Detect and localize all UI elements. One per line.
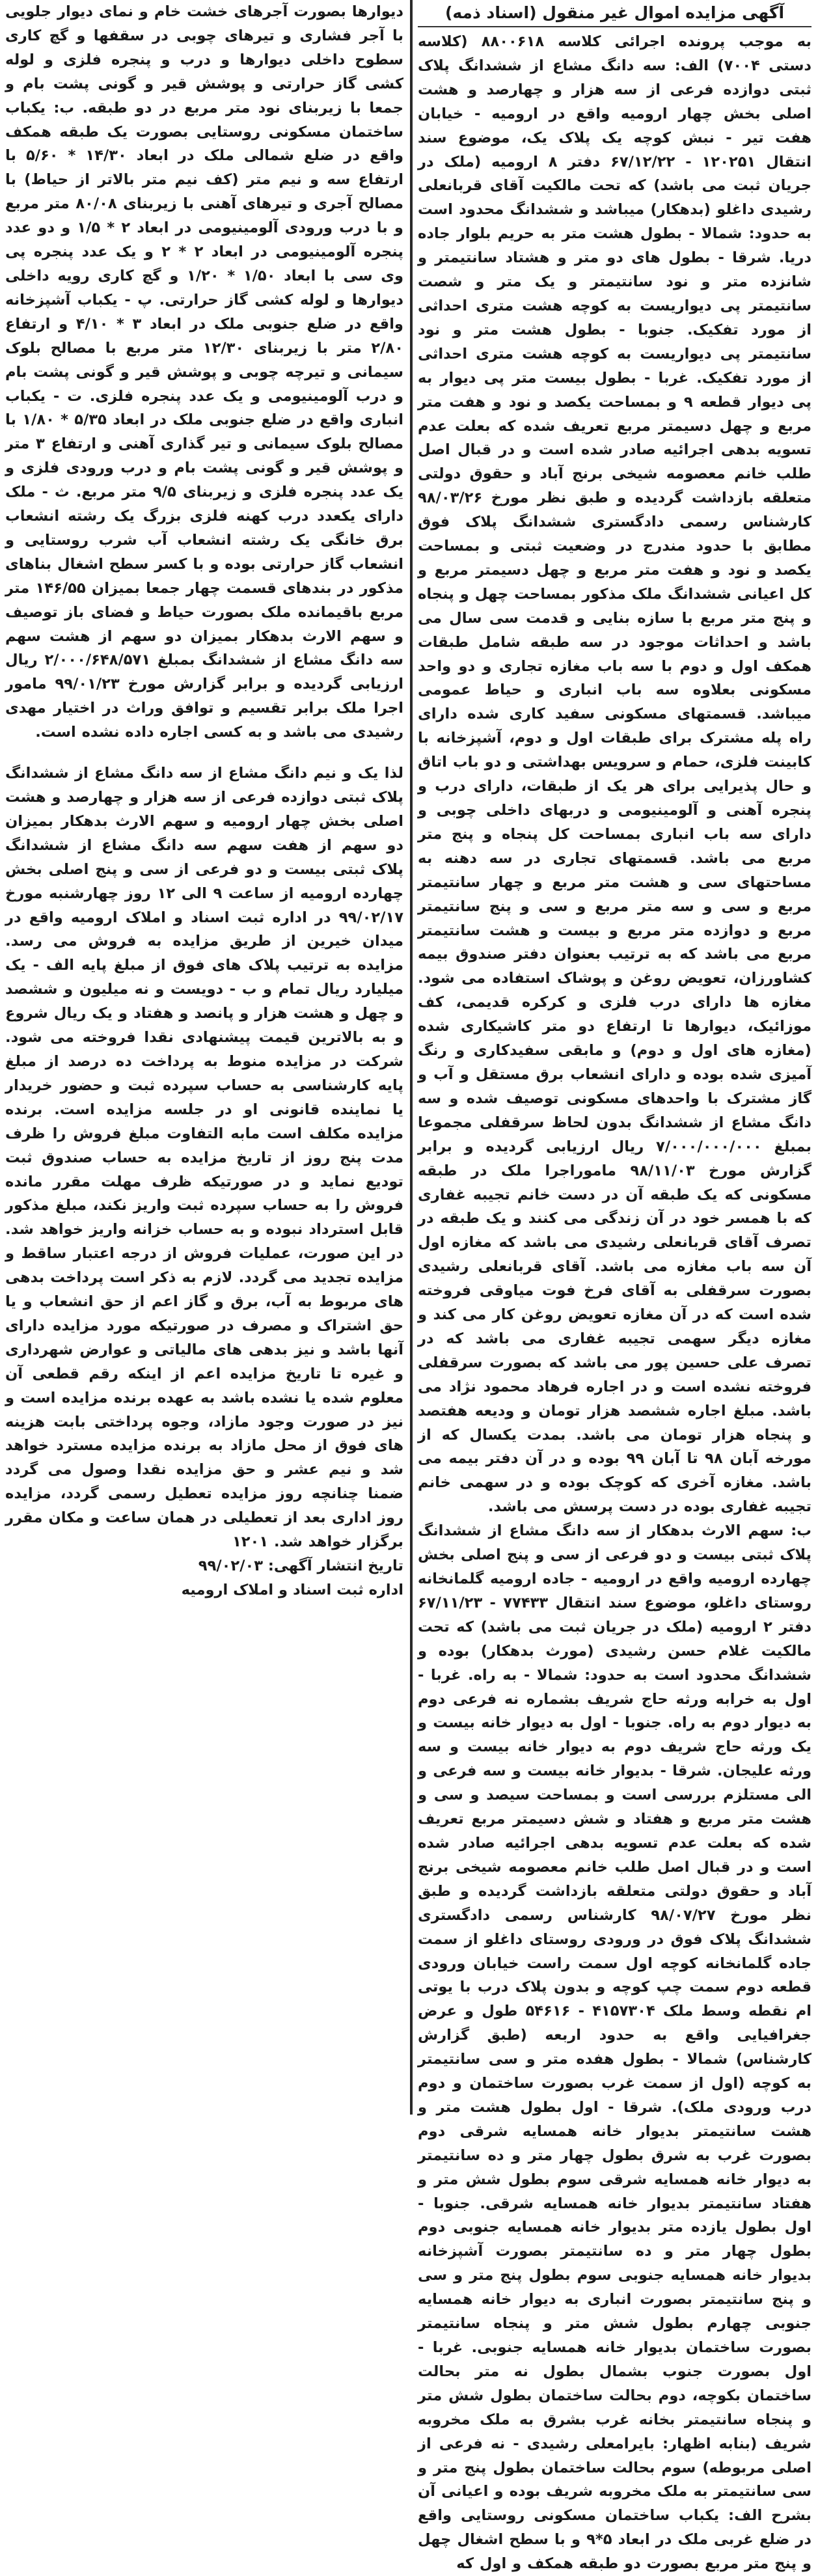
left-column <box>0 0 410 2115</box>
column-divider <box>410 0 413 2115</box>
paragraph-gap <box>5 745 403 761</box>
ad-paragraph-continued: دیوارها بصورت آجرهای خشت خام و نمای دیوار جلویی با آجر فشاری و تیرهای چوبی در سقفها و گچ کاری سطوح داخلی دیوارها و درب و پنجره فلزی و لوله کشی گاز حرارتی و پوشش قیر و گونی پشت بام و جمعا با زیربنای نود متر مربع در دو طبقه. ب: یکباب ساختمان مسکونی روستایی بصورت یک طبقه همکف واقع در ضلع شمالی ملک در ابعاد ۱۴/۳۰ * ۵/۶۰ با ارتفاع سه و نیم متر (کف نیم متر بالاتر از حیاط) با مصالح آجری و تیرهای آهنی با زیربنای ۸۰/۰۸ متر مربع و با درب ورودی آلومینیومی در ابعاد ۲ * ۱/۵ و دو عدد پنجره آلومینیومی در ابعاد ۲ * ۲ و یک عدد پنجره پی وی سی با ابعاد ۱/۵۰ * ۱/۲۰ و گچ کاری رویه داخلی دیوارها و لوله کشی گاز حرارتی. پ - یکباب آشپزخانه واقع در ضلع جنوبی ملک در ابعاد ۳ * ۴/۱۰ و ارتفاع ۲/۸۰ متر با زیربنای ۱۲/۳۰ متر مربع با مصالح بلوک سیمانی و تیرچه چوبی و پوشش قیر و گونی پشت بام و درب آلومینیومی و یک عدد پنجره فلزی. ت - یکباب انباری واقع در ضلع جنوبی ملک در ابعاد ۵/۳۵ * ۱/۸۰ با مصالح بلوک سیمانی و تیر گذاری آهنی و ارتفاع ۳ متر و پوشش قیر و گونی پشت بام و درب ورودی فلزی و یک عدد پنجره فلزی و زیربنای ۹/۵ متر مربع. ث - ملک دارای یکعدد درب کهنه فلزی بزرگ یک رشته انشعاب برق خانگی یک رشته انشعاب آب شرب روستایی و انشعاب گاز حرارتی بوده و با کسر سطح اشغال بناهای مذکور در بندهای قسمت چهار جمعا بمیزان ۱۴۶/۵۵ متر مربع باقیمانده ملک بصورت حیاط و فضای باز توصیف و سهم الارث بدهکار بمیزان دو سهم از هشت سهم سه دانگ مشاع از ششدانگ بمبلغ ۲/۰۰۰/۶۴۸/۵۷۱ ریال ارزیابی گردیده و برابر گزارش مورخ ۹۹/۰۱/۲۳ مامور اجرا ملک برابر تقسیم و توافق وراث در اختیار مهدی رشیدی می باشد و به کسی اجاره داده نشده است. <box>5 3 403 741</box>
registry-office-signature: اداره ثبت اسناد و املاک ارومیه <box>181 1581 403 1598</box>
publication-date: تاریخ انتشار آگهی: ۹۹/۰۲/۰۳ <box>198 1557 403 1574</box>
right-column <box>414 0 818 2573</box>
ad-paragraph-part-a: به موجب پرونده اجرائی کلاسه ۸۸۰۰۶۱۸ (کلاسه دستی ۷۰۰۴) الف: سه دانگ مشاع از ششدانگ پلاک ثبتی دوازده فرعی از سه هزار و چهارصد و هشت اصلی بخش چهار ارومیه واقع در ارومیه - خیابان هفت تیر - نبش کوچه یک پلاک یک، موضوع سند انتقال ۱۲۰۲۵۱ - ۶۷/۱۲/۲۲ دفتر ۸ ارومیه (ملک در جریان ثبت می باشد) که تحت مالکیت آقای قربانعلی رشیدی داغلو (بدهکار) میباشد و ششدانگ محدود است به حدود: شمالا - بطول هشت متر به حریم بلوار جاده دریا. شرقا - بطول های دو متر و هشتاد سانتیمتر و شانزده متر و نود سانتیمتر و یک متر و شصت سانتیمتر پی دیواریست به کوچه هشت متری احداثی از مورد تفکیک. جنوبا - بطول هشت متر و نود سانتیمتر پی دیواریست به کوچه هشت متری احداثی از مورد تفکیک. غربا - بطول بیست متر پی دیوار به پی دیوار قطعه ۹ و بمساحت یکصد و نود و هفت متر مربع و چهل دسیمتر مربع تعریف شده که بعلت عدم تسویه بدهی اجرائیه صادر شده است و در قبال اصل طلب خانم معصومه شیخی برنج آباد و حقوق دولتی متعلقه بازداشت گردیده و طبق نظر مورخ ۹۸/۰۳/۲۶ کارشناس رسمی دادگستری ششدانگ پلاک فوق مطابق با حدود مندرج در وضعیت ثبتی و بمساحت یکصد و نود و هفت متر مربع و چهل دسیمتر مربع و کل اعیانی ششدانگ ملک مذکور بمساحت چهل و پنجاه و پنج متر مربع با سازه بنایی و قدمت سی سال می باشد و احداثات موجود در سه طبقه شامل طبقات همکف اول و دوم با سه باب مغازه تجاری و دو واحد مسکونی بعلاوه سه باب انباری و حیاط عمومی میباشد. قسمتهای مسکونی سفید کاری شده دارای راه پله مشترک برای طبقات اول و دوم، آشپزخانه با کابینت فلزی، حمام و سرویس بهداشتی و دو باب اتاق و حال پذیرایی برای هر یک از طبقات، دارای درب و پنجره آهنی و آلومینیومی و دربهای داخلی چوبی و دارای سه باب انباری بمساحت کل پنجاه و پنج متر مربع می باشد. قسمتهای تجاری در سه دهنه به مساحتهای سی و هشت متر مربع و چهار سانتیمتر مربع و سی و سه متر مربع و سی و پنج سانتیمتر مربع و دوازده متر مربع و بیست و هشت سانتیمتر مربع می باشد که به ترتیب بعنوان دفتر صندوق بیمه کشاورزان، تعویض روغن و پوشاک استفاده می شود. مغازه ها دارای درب فلزی و کرکره قدیمی، کف موزائیک، دیوارها تا ارتفاع دو متر کاشیکاری شده (مغازه های اول و دوم) و مابقی سفیدکاری و رنگ آمیزی شده بوده و دارای انشعاب برق مستقل و آب و گاز مشترک با واحدهای مسکونی توصیف شده و سه دانگ مشاع از ششدانگ بدون لحاظ سرقفلی مجموعا بمبلغ ۷/۰۰۰/۰۰۰/۰۰۰ ریال ارزیابی گردیده و برابر گزارش مورخ ۹۸/۱۱/۰۳ ماموراجرا ملک در طبقه مسکونی که یک طبقه آن در دست خانم تجیبه غفاری که با همسر خود در آن زندگی می کنند و یک طبقه در تصرف آقای قربانعلی رشیدی می باشد که مغازه اول آن سه باب مغازه می باشد. آقای قربانعلی رشیدی بصورت سرقفلی به آقای فرخ فوت میاوقی فروخته شده است که در آن مغازه تعویض روغن کار می کند و مغازه دیگر سهمی تجیبه غفاری می باشد که در تصرف علی حسین پور می باشد که بصورت سرقفلی فروخته نشده است و در اجاره فرهاد محمود نژاد می باشد. مبلغ اجاره ششصد هزار تومان و ودیعه هفتصد و پنجاه هزار تومان می باشد. بمدت یکسال که از مورخه آبان ۹۸ تا آبان ۹۹ بوده و در آن دفتر بیمه می باشد. مغازه آخری که کوچک بوده و در سهمی خانم تجیبه غفاری بوده در دست پرسش می باشد. <box>418 33 812 1516</box>
ad-paragraph-auction-terms: لذا یک و نیم دانگ مشاع از سه دانگ مشاع از ششدانگ پلاک ثبتی دوازده فرعی از سه هزار و چهارصد و هشت اصلی بخش چهار ارومیه و سهم الارث بدهکار بمیزان دو سهم از هفت سهم سه دانگ مشاع از ششدانگ پلاک ثبتی بیست و دو فرعی از سی و پنج اصلی بخش چهارده ارومیه از ساعت ۹ الی ۱۲ روز چهارشنبه مورخ ۹۹/۰۲/۱۷ در اداره ثبت اسناد و املاک ارومیه واقع در میدان خیرین از طریق مزایده به فروش می رسد. مزایده به ترتیب پلاک های فوق از مبلغ پایه الف - یک میلیارد ریال تمام و ب - دویست و نه میلیون و ششصد و چهل و هشت هزار و پانصد و هفتاد و یک ریال شروع و به بالاترین قیمت پیشنهادی نقدا فروخته می شود. شرکت در مزایده منوط به پرداخت ده درصد از مبلغ پایه کارشناسی به حساب سپرده ثبت و حضور خریدار یا نماینده قانونی او در جلسه مزایده است. برنده مزایده مکلف است مابه التفاوت مبلغ فروش را ظرف مدت پنج روز از تاریخ مزایده به حساب صندوق ثبت تودیع نماید و در صورتیکه ظرف مهلت مقرر مانده فروش را به حساب سپرده ثبت واریز نکند، مبلغ مذکور قابل استرداد نبوده و به حساب خزانه واریز خواهد شد. در این صورت، عملیات فروش از درجه اعتبار ساقط و مزایده تجدید می گردد. لازم به ذکر است پرداخت بدهی های مربوط به آب، برق و گاز اعم از حق انشعاب و یا حق اشتراک و مصرف در صورتیکه مورد مزایده دارای آنها باشد و نیز بدهی های مالیاتی و عوارض شهرداری و غیره تا تاریخ مزایده اعم از اینکه رقم قطعی آن معلوم شده یا نشده باشد به عهده برنده مزایده است و نیز در صورت وجود مازاد، وجوه پرداختی بابت هزینه های فوق از محل مازاد به برنده مزایده مسترد خواهد شد و نیم عشر و حق مزایده نقدا وصول می گردد ضمنا چنانچه روز مزایده تعطیل رسمی گردد، مزایده روز اداری بعد از تعطیلی در همان ساعت و مکان مقرر برگزار خواهد شد. ۱۲۰۱ <box>5 765 403 1551</box>
ad-title: آگهی مزایده اموال غیر منقول (اسناد ذمه) <box>418 1 811 27</box>
ad-paragraph-part-b: ب: سهم الارث بدهکار از سه دانگ مشاع از ششدانگ پلاک ثبتی بیست و دو فرعی از سی و پنج اصلی بخش چهارده ارومیه واقع در ارومیه - جاده ارومیه گلمانخانه روستای داغلو، موضوع سند انتقال ۷۷۴۳۳ - ۶۷/۱۱/۲۳ دفتر ۲ ارومیه (ملک در جریان ثبت می باشد) که تحت مالکیت غلام حسن رشیدی (مورث بدهکار) بوده و ششدانگ محدود است به حدود: شمالا - به راه. غربا - اول به خرابه ورثه حاج شریف بشماره نه فرعی دوم به دیوار دوم به راه. جنوبا - اول به دیوار خانه بیست و یک ورثه حاج شریف دوم به دیوار خانه بیست و سه ورثه علیجان. شرقا - بدیوار خانه بیست و سه فرعی و الی مستلزم بررسی است و بمساحت سیصد و سی و هشت متر مربع و هفتاد و شش دسیمتر مربع تعریف شده که بعلت عدم تسویه بدهی اجرائیه صادر شده است و در قبال اصل طلب خانم معصومه شیخی برنج آباد و حقوق دولتی متعلقه بازداشت گردیده و طبق نظر مورخ ۹۸/۰۷/۲۷ کارشناس رسمی دادگستری ششدانگ پلاک فوق در ورودی روستای داغلو از سمت جاده گلمانخانه کوچه اول سمت راست خیابان ورودی قطعه دوم سمت چپ کوچه و بدون پلاک درب با یوتی ام نقطه وسط ملک ۴۱۵۷۳۰۴ - ۵۴۶۱۶ طول و عرض جغرافیایی واقع به حدود اربعه (طبق گزارش کارشناس) شمالا - بطول هفده متر و سی سانتیمتر به کوچه (اول از سمت غرب بصورت ساختمان و دوم درب ورودی ملک). شرقا - اول بطول هشت متر و هشت سانتیمتر بدیوار خانه همسایه شرقی دوم بصورت غرب به شرق بطول چهار متر و ده سانتیمتر به دیوار خانه همسایه شرقی سوم بطول شش متر و هفتاد سانتیمتر بدیوار خانه همسایه شرقی. جنوبا - اول بطول یازده متر بدیوار خانه همسایه جنوبی دوم بطول چهار متر و ده سانتیمتر بصورت آشپزخانه بدیوار خانه همسایه جنوبی سوم بطول پنج متر و سی و پنج سانتیمتر بصورت انباری به دیوار خانه همسایه جنوبی چهارم بطول شش متر و پنجاه سانتیمتر بصورت ساختمان بدیوار خانه همسایه جنوبی. غربا - اول بصورت جنوب بشمال بطول نه متر بحالت ساختمان بکوچه، دوم بحالت ساختمان بطول شش متر و پنجاه سانتیمتر بخانه غرب بشرق به ملک مخروبه شریف (بنابه اظهار: بایرامعلی رشیدی - نه فرعی از اصلی مربوطه) سوم بحالت ساختمان بطول پنج متر و سی سانتیمتر به ملک مخروبه شریف بوده و اعیانی آن بشرح الف: یکباب ساختمان مسکونی روستایی واقع در ضلع غربی ملک در ابعاد ۵*۹ و با سطح اشغال چهل و پنج متر مربع بصورت دو طبقه همکف و اول که <box>418 1522 812 2573</box>
